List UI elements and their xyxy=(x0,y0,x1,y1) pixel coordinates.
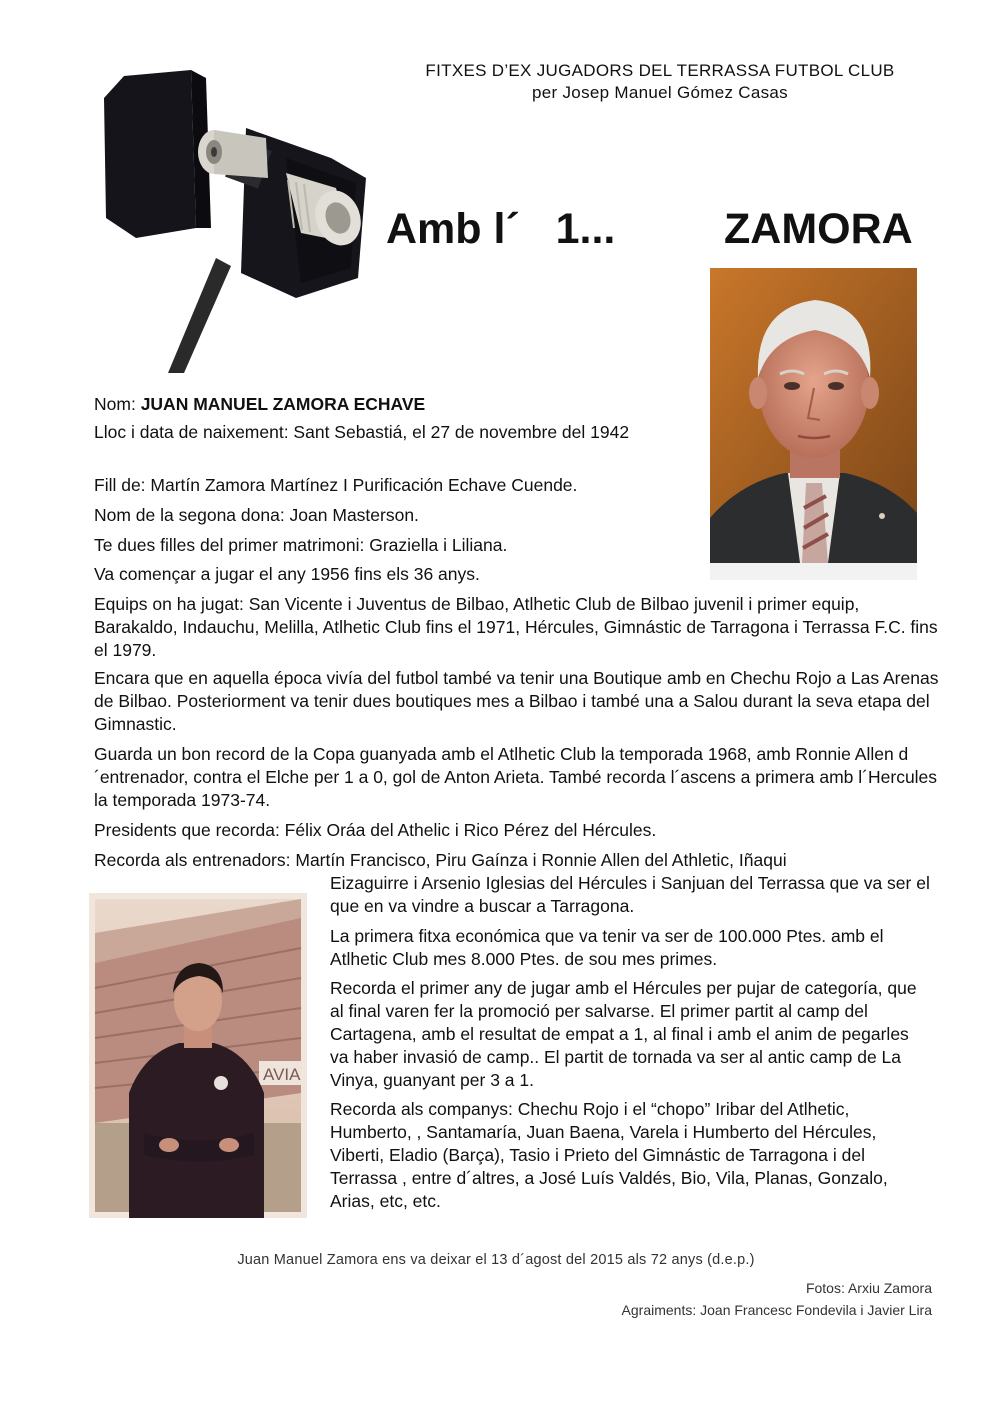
player-full-name: JUAN MANUEL ZAMORA ECHAVE xyxy=(140,394,426,414)
stadium-speaker-illustration xyxy=(96,68,376,373)
photo-credits: Fotos: Arxiu Zamora xyxy=(805,1280,932,1296)
name-label: Nom: xyxy=(94,394,141,414)
boutique-paragraph: Encara que en aquella época vivía del futbol també va tenir una Boutique amb en Chechu Rojo a Las Arenas de Bilbao. Posteriorment va tenir dues boutiques mes a Bilbao i també una a Salou durant la seva etapa del Gimnastic. xyxy=(94,668,939,734)
spouse-info: Nom de la segona dona: Joan Masterson. xyxy=(94,505,419,525)
profile-name-line xyxy=(94,393,674,416)
header-series-title: FITXES D’EX JUGADORS DEL TERRASSA FUTBOL CLUB xyxy=(425,61,895,80)
acknowledgements: Agraiments: Joan Francesc Fondevila i Javier Lira xyxy=(621,1302,932,1318)
hercules-paragraph: Recorda el primer any de jugar amb el Hércules per pujar de categoría, que al final varen fer la promoció per salvarse. El primer partit al camp del Cartagena, amb el resultat de empat a 1, al final i amb el anim de pegarles va haber invasió de camp.. El partit de tornada va ser al antic camp de La Vinya, guanyant per 3 a 1. xyxy=(330,978,917,1090)
header-author: per Josep Manuel Gómez Casas xyxy=(532,83,788,102)
coaches-paragraph-rest: Eizaguirre i Arsenio Iglesias del Hércules i Sanjuan del Terrassa que va ser el que en va vindre a buscar a Tarragona. xyxy=(330,873,930,916)
coaches-paragraph-first-line: Recorda als entrenadors: Martín Francisco, Piru Gaínza i Ronnie Allen del Athletic, Iñaqui xyxy=(94,850,787,870)
page-title-name: ZAMORA xyxy=(724,205,913,253)
parents-info: Fill de: Martín Zamora Martínez I Purificación Echave Cuende. xyxy=(94,475,578,495)
birth-info: Lloc i data de naixement: Sant Sebastiá, el 27 de novembre del 1942 xyxy=(94,422,630,442)
vintage-player-photo xyxy=(89,893,307,1218)
portrait-photo xyxy=(710,268,917,580)
first-contract-paragraph: La primera fitxa económica que va tenir va ser de 100.000 Ptes. amb el Atlhetic Club mes 8.000 Ptes. de sou mes primes. xyxy=(330,926,884,969)
teammates-paragraph: Recorda als companys: Chechu Rojo i el “chopo” Iribar del Atlhetic, Humberto, , Santamaría, Juan Baena, Varela i Humberto del Hércules, Viberti, Eladio (Barça), Tasio i Prieto del Gimnástic de Tarragona i del Terrassa , entre d´altres, a José Luís Valdés, Bio, Vila, Planas, Gonzalo, Arias, etc, etc. xyxy=(330,1099,888,1211)
page-header xyxy=(360,60,960,104)
stadium-banner-text: AVIA xyxy=(263,1065,301,1084)
teams-paragraph: Equips on ha jugat: San Vicente i Juventus de Bilbao, Atlhetic Club de Bilbao juvenil i primer equip, Barakaldo, Indauchu, Melilla, Atlhetic Club fins el 1971, Hércules, Gimnástic de Tarragona i Terrassa F.C. fins el 1979. xyxy=(94,594,938,660)
career-start-info: Va començar a jugar el any 1956 fins els 36 anys. xyxy=(94,564,480,584)
page-title-prefix: Amb l´ 1... xyxy=(386,205,616,253)
cup-record-paragraph: Guarda un bon record de la Copa guanyada amb el Atlhetic Club la temporada 1968, amb Ronnie Allen d´entrenador, contra el Elche per 1 a 0, gol de Anton Arieta. També recorda l´ascens a primera amb l´Hercules la temporada 1973-74. xyxy=(94,744,938,810)
daughters-info: Te dues filles del primer matrimoni: Graziella i Liliana. xyxy=(94,535,508,555)
memorial-note: Juan Manuel Zamora ens va deixar el 13 d´agost del 2015 als 72 anys (d.e.p.) xyxy=(237,1252,755,1268)
presidents-paragraph: Presidents que recorda: Félix Oráa del Athelic i Rico Pérez del Hércules. xyxy=(94,820,657,840)
